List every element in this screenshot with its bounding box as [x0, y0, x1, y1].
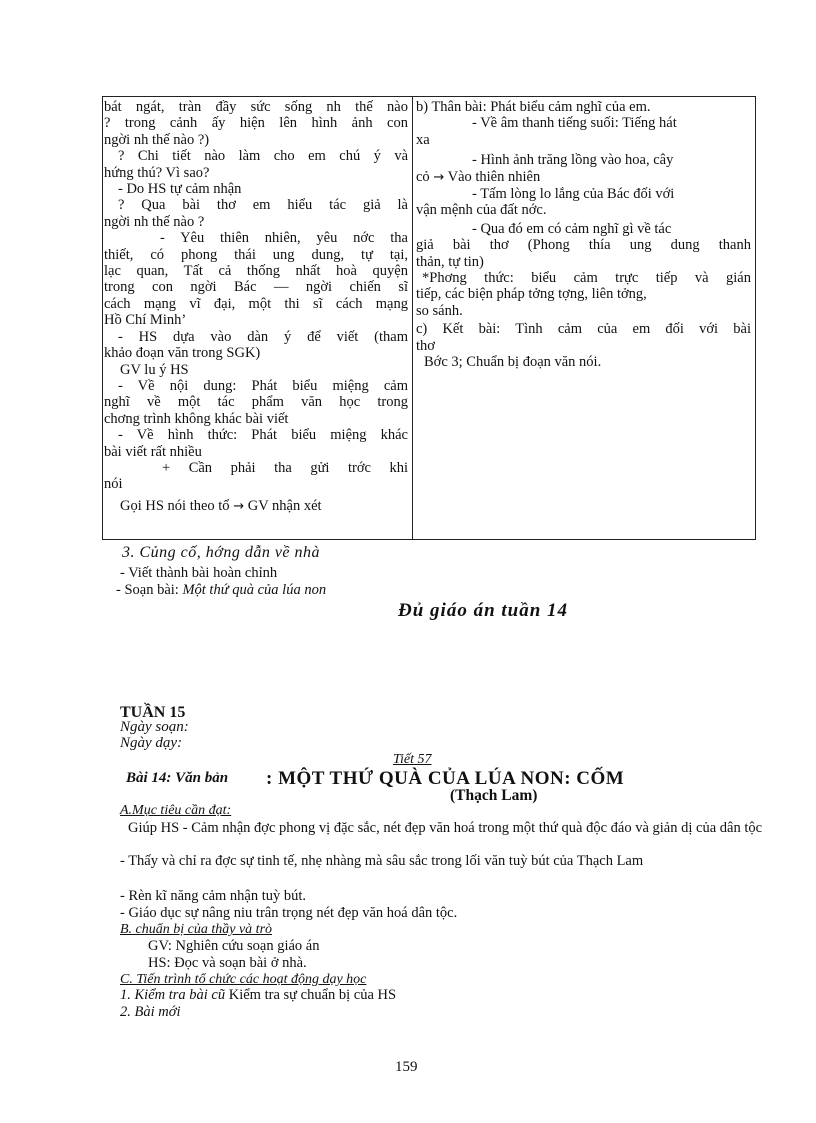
- left-line: bài viết rất nhiều: [104, 443, 202, 460]
- process-item-label: 1. Kiểm tra bài cũ: [120, 987, 226, 1003]
- objectives-paragraph: Giúp HS - Cảm nhận đợc phong vị đặc sắc, nét đẹp văn hoá trong một thứ quà độc đáo và giản dị của dân tộc: [128, 820, 763, 836]
- left-line: thiết, có phong thái ung dung, tự tại,: [104, 246, 408, 263]
- left-line: - HS dựa vào dàn ý để viết (tham: [118, 328, 408, 345]
- left-line: ? Chi tiết nào làm cho em chú ý và: [118, 148, 408, 165]
- left-line: ? Qua bài thơ em hiểu tác giả là: [118, 197, 408, 214]
- right-line: thơ: [416, 337, 435, 354]
- process-item: 2. Bài mới: [120, 1004, 181, 1020]
- right-line: c) Kết bài: Tình cảm của em đối với bài: [416, 321, 751, 338]
- right-line: - Tấm lòng lo lắng của Bác đối với: [472, 186, 675, 203]
- objectives-item: - Giáo dục sự nâng niu trân trọng nét đẹp văn hoá dân tộc.: [120, 905, 458, 921]
- arrow-icon: →: [233, 498, 245, 514]
- left-line: ngời nh thế nào ?: [104, 213, 205, 230]
- lesson-label: Bài 14: Văn bản: [126, 770, 229, 786]
- process-item: [120, 987, 396, 1004]
- right-line: so sánh.: [416, 302, 463, 319]
- week-heading: TUẦN 15: [120, 704, 186, 721]
- process-heading: C. Tiến trình tổ chức các hoạt động dạy học: [120, 972, 367, 987]
- arrow-icon: →: [433, 169, 445, 185]
- left-line: - Yêu thiên nhiên, yêu nớc tha: [160, 230, 408, 247]
- right-arrow-text: Vào thiên nhiên: [447, 168, 541, 185]
- left-line: - Do HS tự cảm nhận: [118, 181, 242, 198]
- left-last-text: Gọi HS nói theo tổ: [120, 497, 230, 514]
- section-3-heading: 3. Củng cố, hớng dẫn về nhà: [122, 544, 321, 561]
- left-line: bát ngát, tràn đầy sức sống nh thế nào: [104, 99, 408, 115]
- right-line: giả bài thơ (Phong thía ung dung thanh: [416, 237, 751, 254]
- table-right-column: [413, 97, 755, 539]
- left-line: khảo đoạn văn trong SGK): [104, 345, 261, 362]
- left-last-tail: GV nhận xét: [247, 497, 322, 514]
- left-line: lạc quan, Tất cả thống nhất hoà quyện: [104, 263, 408, 280]
- right-line: *Phơng thức: biểu cảm trực tiếp và gián: [422, 270, 751, 287]
- left-line: - Về hình thức: Phát biểu miệng khác: [118, 427, 408, 444]
- left-line: - Về nội dung: Phát biểu miệng cảm: [118, 377, 408, 394]
- preparation-student: HS: Đọc và soạn bài ở nhà.: [148, 955, 307, 971]
- section-3-item: [116, 582, 326, 599]
- preparation-heading: B. chuẩn bị của thầy và trò: [120, 922, 273, 937]
- right-line: thản, tự tin): [416, 253, 484, 270]
- left-line: cách mạng vĩ đại, một thi sĩ cách mạng: [104, 295, 408, 312]
- table-left-column: [103, 97, 413, 539]
- end-note: Đủ giáo án tuần 14: [398, 600, 569, 621]
- preparation-teacher: GV: Nghiên cứu soạn giáo án: [148, 938, 320, 954]
- left-line-last: [104, 498, 408, 515]
- right-prefix: cỏ: [416, 168, 430, 185]
- left-line: nghĩ về một tác phẩm văn học trong: [104, 394, 408, 411]
- right-line: vận mệnh của đất nớc.: [416, 202, 547, 219]
- lesson-title: : MỘT THỨ QUÀ CỦA LÚA NON: CỐM: [266, 768, 625, 789]
- right-line: - Qua đó em có cảm nghĩ gì về tác: [472, 220, 672, 237]
- right-line: - Hình ảnh trăng lồng vào hoa, cây: [472, 152, 674, 169]
- objectives-paragraph: - Thấy và chỉ ra đợc sự tinh tế, nhẹ nhàng mà sâu sắc trong lối văn tuỳ bút của Thạch Lam: [120, 853, 644, 869]
- lesson-table: [102, 96, 756, 540]
- left-line: Hồ Chí Minh’: [104, 312, 187, 329]
- date-taught: Ngày dạy:: [120, 735, 183, 751]
- objectives-heading: A.Mục tiêu cần đạt:: [120, 803, 232, 818]
- page-number: 159: [395, 1059, 418, 1075]
- left-line: ngời nh thế nào ?): [104, 131, 210, 148]
- process-item-text: Kiểm tra sự chuẩn bị của HS: [228, 987, 397, 1003]
- left-line: ? trong cảnh ấy hiện lên hình ảnh con: [104, 115, 408, 132]
- item-title: Một thứ quà của lúa non: [182, 582, 327, 598]
- left-line: GV lu ý HS: [120, 361, 189, 378]
- left-line: nói: [104, 476, 123, 493]
- date-prepared: Ngày soạn:: [120, 719, 189, 735]
- right-line: Bớc 3; Chuẩn bị đoạn văn nói.: [424, 354, 602, 371]
- right-line-arrow: [416, 169, 751, 186]
- lesson-author: (Thạch Lam): [450, 787, 538, 804]
- right-line: tiếp, các biện pháp tởng tợng, liên tởng,: [416, 286, 647, 303]
- right-line: xa: [416, 131, 430, 148]
- left-line: + Cần phải tha gửi trớc khi: [162, 459, 408, 476]
- left-line: chơng trình không khác bài viết: [104, 410, 289, 427]
- right-line: b) Thân bài: Phát biểu cảm nghĩ của em.: [416, 99, 651, 115]
- section-3-item: - Viết thành bài hoàn chỉnh: [120, 565, 278, 581]
- objectives-item: - Rèn kĩ năng cảm nhận tuỳ bút.: [120, 888, 307, 904]
- item-prefix: - Soạn bài:: [116, 582, 179, 598]
- left-line: hứng thú? Vì sao?: [104, 164, 210, 181]
- period-label: Tiết 57: [393, 752, 432, 767]
- right-line: - Về âm thanh tiếng suối: Tiếng hát: [472, 115, 677, 132]
- left-line: trong con ngời Bác — ngời chiến sĩ: [104, 279, 408, 296]
